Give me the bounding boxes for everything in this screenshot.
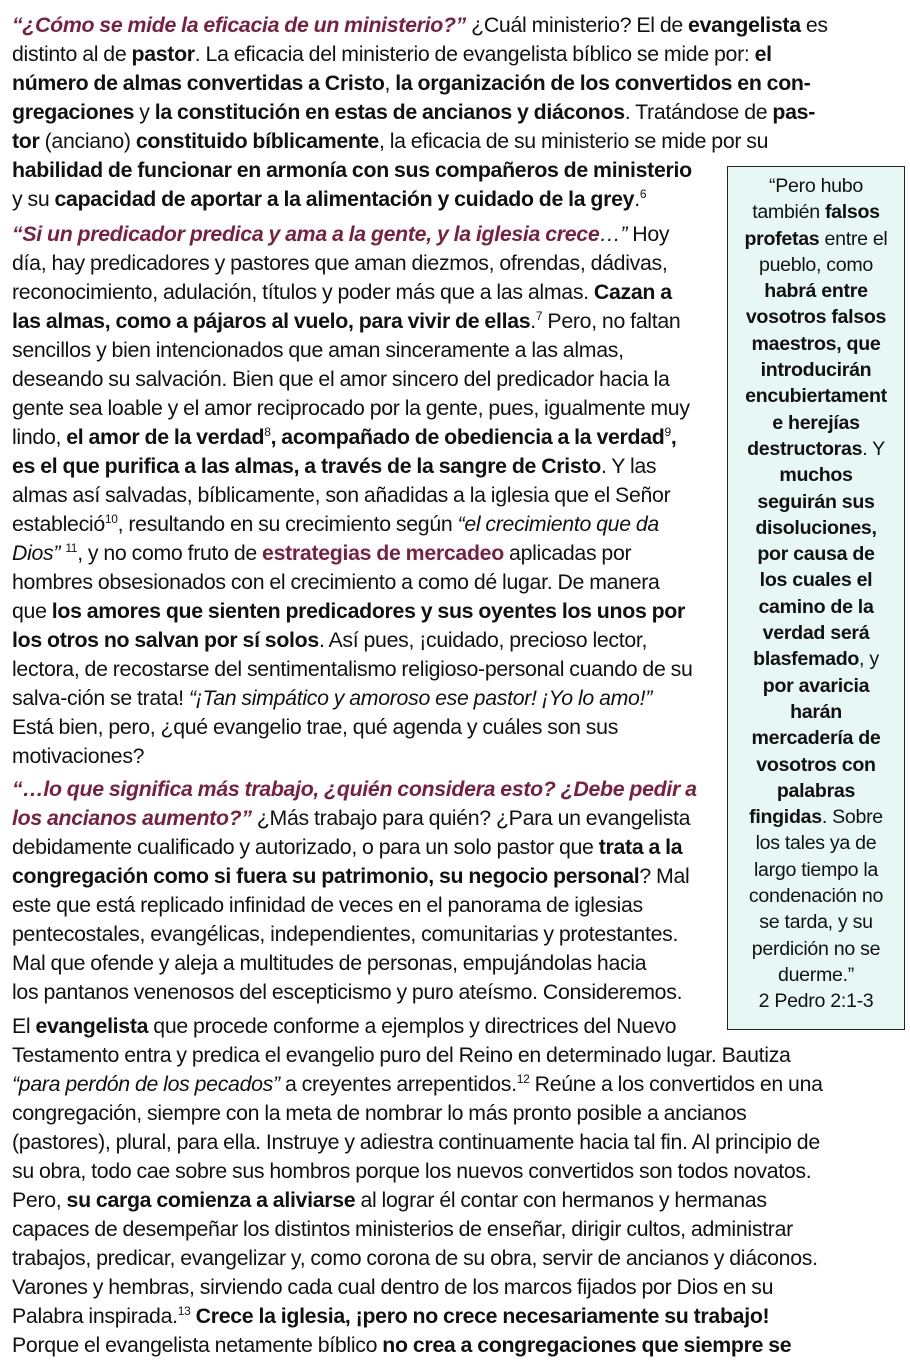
text-run: . Y las xyxy=(600,454,657,478)
text-line xyxy=(728,304,904,330)
text-run: vosotros con xyxy=(756,753,876,776)
text-line xyxy=(728,357,904,383)
text-line xyxy=(12,365,693,394)
text-line xyxy=(12,949,697,978)
text-line xyxy=(728,541,904,567)
footnote-ref: 13 xyxy=(177,1303,191,1318)
text-line xyxy=(12,978,697,1007)
text-run: Crece la iglesia, ¡pero no crece necesariamente su trabajo! xyxy=(195,1304,770,1328)
text-line xyxy=(12,336,693,365)
text-run: camino de la xyxy=(758,595,874,618)
text-run: 2 Pedro 2:1-3 xyxy=(758,990,874,1013)
text-line xyxy=(12,626,693,655)
text-run: los ancianos aumento?” xyxy=(12,806,252,830)
text-run: número de almas convertidas a Cristo xyxy=(12,71,385,95)
text-run: aplicadas por xyxy=(503,541,632,565)
text-run: este que está replicado infinidad de veces en el panorama de iglesias xyxy=(12,893,643,917)
footnote-ref: 11 xyxy=(65,540,78,555)
text-run: no crea a congregaciones que siempre se xyxy=(382,1333,792,1357)
text-run: , y xyxy=(859,648,879,671)
text-line xyxy=(728,410,904,436)
text-run: profetas xyxy=(744,227,820,250)
text-line xyxy=(728,936,904,962)
text-line xyxy=(12,1128,823,1157)
text-run: salva-ción se trata! xyxy=(12,686,189,710)
text-line xyxy=(728,988,904,1014)
text-run: hombres obsesionados con el crecimiento a como dé lugar. De manera xyxy=(12,570,660,594)
text-run: largo tiempo la xyxy=(753,858,879,881)
text-run: , xyxy=(384,71,396,95)
text-run: reconocimiento, adulación, títulos y poder más que a las almas. xyxy=(12,280,594,304)
text-line xyxy=(12,891,697,920)
text-line xyxy=(12,69,828,98)
text-run: debidamente cualificado y autorizado, o para un solo pastor que xyxy=(12,835,599,859)
text-line xyxy=(12,249,693,278)
text-run: Testamento entra y predica el evangelio puro del Reino en determinado lugar. Bautiza xyxy=(12,1043,791,1067)
text-line xyxy=(12,452,693,481)
text-line xyxy=(12,156,828,185)
text-line xyxy=(12,1157,823,1186)
text-run: El xyxy=(12,1014,36,1038)
text-run: es el que purifica a las almas, a través de la sangre de Cristo xyxy=(12,454,601,478)
text-line xyxy=(728,567,904,593)
text-run: congregación como si fuera su patrimonio, su negocio personal xyxy=(12,864,640,888)
text-line xyxy=(12,185,828,214)
text-run: almas así salvadas, bíblicamente, son añadidas a la iglesia que el Señor xyxy=(12,483,671,507)
text-run: seguirán sus xyxy=(757,490,875,513)
text-run: su obra, todo cae sobre sus hombros porque los nuevos convertidos son todos novatos. xyxy=(12,1159,812,1183)
text-run: . La eficacia del ministerio de evangelista bíblico se mide por: xyxy=(194,42,755,66)
text-run: “…lo que significa más trabajo, ¿quién considera esto? ¿Debe pedir a xyxy=(12,777,697,801)
text-line xyxy=(12,1186,823,1215)
text-line xyxy=(12,127,828,156)
text-run: tor xyxy=(12,129,40,153)
text-run: vosotros falsos xyxy=(745,306,887,329)
text-run: pas- xyxy=(772,100,815,124)
text-line xyxy=(728,515,904,541)
text-run: Está bien, pero, ¿qué evangelio trae, qué agenda y cuáles son sus xyxy=(12,715,619,739)
text-line xyxy=(728,909,904,935)
text-line xyxy=(12,833,697,862)
text-run: . xyxy=(634,187,640,211)
text-run: “Pero hubo xyxy=(769,175,863,197)
text-run: ? Mal xyxy=(639,864,690,888)
text-run: condenación no xyxy=(748,885,884,908)
text-run: capaces de desempeñar los distintos ministerios de enseñar, dirigir cultos, administrar xyxy=(12,1217,793,1241)
text-run: pastor xyxy=(131,42,195,66)
text-run: que xyxy=(12,599,52,623)
text-run: lindo, xyxy=(12,425,67,449)
text-run: . Así pues, ¡cuidado, precioso lector, xyxy=(318,628,648,652)
text-run: los pantanos venenosos del escepticismo y puro ateísmo. Consideremos. xyxy=(12,980,683,1004)
text-line xyxy=(12,684,693,713)
text-run: que procede conforme a ejemplos y directrices del Nuevo xyxy=(148,1014,677,1038)
text-run: la organización de los convertidos en con- xyxy=(395,71,811,95)
text-run: maestros, que xyxy=(751,332,881,355)
text-line xyxy=(12,98,828,127)
text-line xyxy=(12,278,693,307)
text-run: los amores que sienten predicadores y sus oyentes los unos por xyxy=(51,599,686,623)
text-run: por avaricia xyxy=(762,674,870,697)
text-line xyxy=(728,278,904,304)
text-run: sencillos y bien intencionados que aman sinceramente a las almas, xyxy=(12,338,624,362)
text-run: , la eficacia de su ministerio se mide por su xyxy=(378,129,769,153)
text-run: lectora, de recostarse del sentimentalismo religioso-personal cuando de su xyxy=(12,657,693,681)
text-run: fingidas xyxy=(749,806,822,829)
text-line xyxy=(728,489,904,515)
text-line xyxy=(12,1012,823,1041)
text-line xyxy=(12,1331,823,1360)
text-run: (anciano) xyxy=(39,129,136,153)
text-line xyxy=(728,436,904,462)
text-run: trata a la xyxy=(598,835,683,859)
text-run: Palabra inspirada. xyxy=(12,1304,178,1328)
text-line xyxy=(728,673,904,699)
text-run: se tarda, y su xyxy=(759,911,873,934)
text-line xyxy=(728,383,904,409)
footnote-ref: 12 xyxy=(516,1071,530,1086)
text-run: Porque el evangelista netamente bíblico xyxy=(12,1333,383,1357)
text-run: . Y xyxy=(862,437,885,460)
paragraph-preacher-loves-people xyxy=(12,220,693,771)
text-run: y su xyxy=(12,187,55,211)
text-line xyxy=(12,40,828,69)
text-run: encubiertament xyxy=(745,385,887,408)
text-line xyxy=(12,394,693,423)
text-line xyxy=(12,1215,823,1244)
text-run: Pero, xyxy=(12,1188,67,1212)
paragraph-evangelist-role xyxy=(12,1012,823,1360)
text-line xyxy=(12,1273,823,1302)
text-line xyxy=(12,742,693,771)
text-run: e herejías xyxy=(772,411,860,434)
text-run: los otros no salvan por sí solos xyxy=(12,628,319,652)
text-line xyxy=(12,1041,823,1070)
text-run: evangelista xyxy=(35,1014,149,1038)
text-line xyxy=(12,1302,823,1331)
text-run: “¡Tan simpático y amoroso ese pastor! ¡Yo lo amo!” xyxy=(188,686,653,710)
text-run: destructoras xyxy=(747,437,863,460)
text-run: congregación, siempre con la meta de nombrar lo más pronto posible a ancianos xyxy=(12,1101,747,1125)
text-run: Varones y hembras, sirviendo cada cual dentro de los marcos fijados por Dios en su xyxy=(12,1275,774,1299)
text-line xyxy=(12,11,828,40)
text-run: pueblo, como xyxy=(758,253,874,276)
text-run: estableció xyxy=(12,512,105,536)
text-run: Pero, no faltan xyxy=(542,309,681,333)
text-run: y xyxy=(134,100,155,124)
text-run: es xyxy=(800,13,828,37)
text-line xyxy=(12,775,697,804)
text-run: evangelista xyxy=(688,13,801,37)
text-run: también xyxy=(752,201,825,224)
text-run: su carga comienza a aliviarse xyxy=(66,1188,356,1212)
text-run: . Tratándose de xyxy=(624,100,773,124)
text-line xyxy=(12,1070,823,1099)
text-run: estrategias de mercadeo xyxy=(262,541,504,565)
text-line xyxy=(728,252,904,278)
text-run: perdición no se xyxy=(751,937,881,960)
text-line xyxy=(12,481,693,510)
text-line xyxy=(728,331,904,357)
text-line xyxy=(728,699,904,725)
paragraph-more-work-question xyxy=(12,775,697,1007)
text-run: “el crecimiento que da xyxy=(457,512,659,536)
text-line xyxy=(12,510,693,539)
text-line xyxy=(728,594,904,620)
text-line xyxy=(12,220,693,249)
text-run: constituido bíblicamente xyxy=(135,129,379,153)
text-line xyxy=(728,646,904,672)
text-line xyxy=(12,539,693,568)
footnote-ref: 10 xyxy=(104,511,118,526)
text-run: ¿Más trabajo para quién? ¿Para un evangelista xyxy=(251,806,691,830)
text-line xyxy=(12,920,697,949)
text-run: , y no como fruto de xyxy=(77,541,263,565)
text-run: motivaciones? xyxy=(12,744,145,768)
text-line xyxy=(12,423,693,452)
text-run: verdad será xyxy=(762,622,870,645)
text-run: distinto al de xyxy=(12,42,132,66)
text-run: trabajos, predicar, evangelizar y, como corona de su obra, servir de ancianos y diáconos. xyxy=(12,1246,818,1270)
text-line xyxy=(728,778,904,804)
text-run: blasfemado xyxy=(753,648,860,671)
text-run: disoluciones, xyxy=(755,516,877,539)
text-run: “¿Cómo se mide la eficacia de un ministerio?” xyxy=(12,13,467,37)
footnote-ref: 9 xyxy=(664,424,671,439)
text-run: los tales ya de xyxy=(755,832,877,855)
text-line xyxy=(12,655,693,684)
text-run: ¿Cuál ministerio? El de xyxy=(466,13,689,37)
text-run: harán xyxy=(790,700,842,723)
text-run: Mal que ofende y aleja a multitudes de personas, empujándolas hacia xyxy=(12,951,647,975)
text-run: día, hay predicadores y pastores que aman diezmos, ofrendas, dádivas, xyxy=(12,251,668,275)
text-run: . Sobre xyxy=(821,806,883,829)
text-line xyxy=(728,226,904,252)
text-line xyxy=(12,568,693,597)
text-line xyxy=(728,752,904,778)
text-line xyxy=(728,173,904,199)
scripture-quote-text xyxy=(728,173,904,1015)
text-run: la constitución en estas de ancianos y diáconos xyxy=(154,100,625,124)
text-line xyxy=(728,462,904,488)
text-line xyxy=(12,1099,823,1128)
scripture-quote-box xyxy=(727,166,905,1030)
footnote-ref: 6 xyxy=(639,186,647,201)
text-run: duerme.” xyxy=(777,963,854,986)
text-run: los cuales el xyxy=(759,569,873,592)
text-run: Cazan a xyxy=(593,280,672,304)
text-line xyxy=(728,883,904,909)
text-run: gregaciones xyxy=(12,100,135,124)
text-run: Hoy xyxy=(627,222,670,246)
text-line xyxy=(12,862,697,891)
text-run: por causa de xyxy=(757,543,875,566)
text-run: , resultando en su crecimiento según xyxy=(117,512,458,536)
paragraph-efficacy-question xyxy=(12,11,828,214)
text-run: palabras xyxy=(776,779,856,802)
text-run: el amor de la verdad xyxy=(66,425,265,449)
text-run: mercadería de xyxy=(751,727,881,750)
text-run: Dios” xyxy=(12,541,61,565)
footnote-ref: 7 xyxy=(535,308,543,323)
text-run: deseando su salvación. Bien que el amor sincero del predicador hacia la xyxy=(12,367,670,391)
text-line xyxy=(12,1244,823,1273)
text-run: “para perdón de los pecados” xyxy=(12,1072,280,1096)
text-run: pentecostales, evangélicas, independientes, comunitarias y protestantes. xyxy=(12,922,679,946)
text-run: …” xyxy=(599,222,628,246)
text-line xyxy=(12,597,693,626)
text-line xyxy=(728,199,904,225)
text-line xyxy=(12,713,693,742)
text-run: las almas, como a pájaros al vuelo, para vivir de ellas xyxy=(12,309,531,333)
text-run: (pastores), plural, para ella. Instruye y adiestra continuamente hacia tal fin. Al principio de xyxy=(12,1130,820,1154)
text-line xyxy=(728,725,904,751)
text-run: , acompañado de obediencia a la verdad xyxy=(270,425,665,449)
text-run: el xyxy=(754,42,772,66)
text-line xyxy=(728,620,904,646)
text-run: introducirán xyxy=(760,359,872,382)
text-line xyxy=(728,830,904,856)
text-run: muchos xyxy=(779,464,853,487)
text-run: habilidad de funcionar en armonía con sus compañeros de ministerio xyxy=(12,158,692,182)
text-run: entre el xyxy=(819,227,888,250)
text-line xyxy=(12,804,697,833)
text-run: gente sea loable y el amor reciprocado por la gente, pues, igualmente muy xyxy=(12,396,690,420)
text-run: Reúne a los convertidos en una xyxy=(529,1072,823,1096)
text-line xyxy=(12,307,693,336)
text-run: al lograr él contar con hermanos y hermanas xyxy=(355,1188,767,1212)
text-line xyxy=(728,804,904,830)
text-run: “Si un predicador predica y ama a la gente, y la iglesia crece xyxy=(12,222,600,246)
text-run: falsos xyxy=(824,201,880,224)
text-run: . xyxy=(530,309,536,333)
text-run: capacidad de aportar a la alimentación y cuidado de la grey xyxy=(54,187,635,211)
text-run: a creyentes arrepentidos. xyxy=(279,1072,517,1096)
text-run: habrá entre xyxy=(764,280,868,303)
text-run: , xyxy=(670,425,677,449)
text-line xyxy=(728,962,904,988)
text-line xyxy=(728,857,904,883)
footnote-ref: 8 xyxy=(264,424,271,439)
